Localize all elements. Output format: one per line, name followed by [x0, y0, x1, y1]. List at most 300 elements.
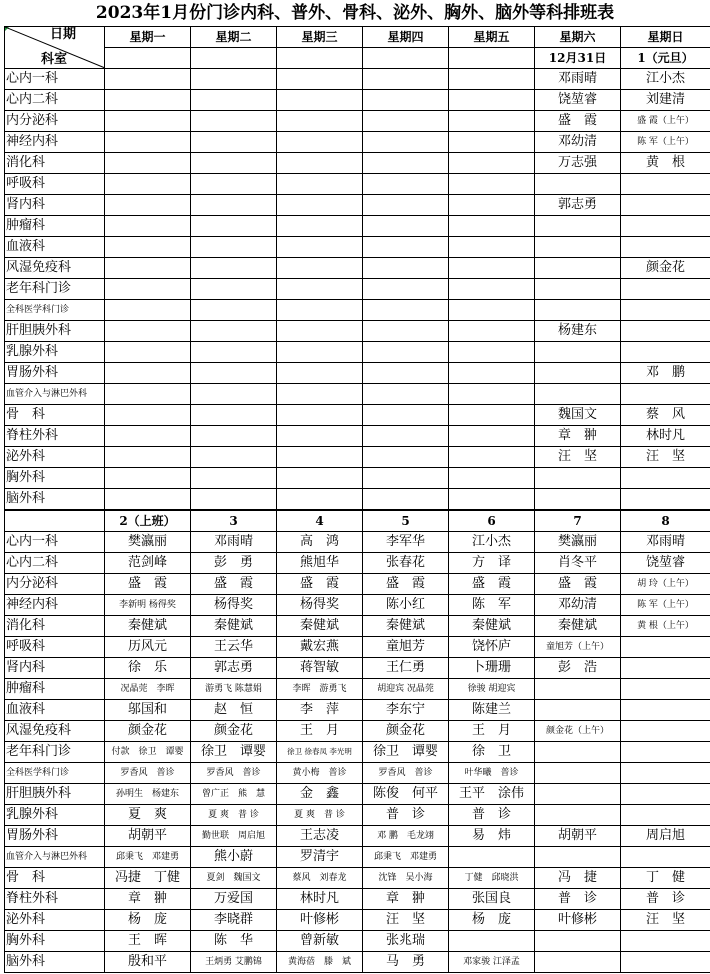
doctor-cell — [277, 405, 363, 426]
doctor-cell: 饶堃睿 — [535, 90, 621, 111]
department-name: 胃肠外科 — [5, 826, 105, 847]
doctor-cell: 普 诊 — [363, 805, 449, 826]
doctor-cell — [105, 90, 191, 111]
department-name: 消化科 — [5, 153, 105, 174]
doctor-cell — [105, 300, 191, 321]
doctor-cell: 王平 涂伟 — [449, 784, 535, 805]
schedule-row — [5, 679, 710, 700]
department-name: 风湿免疫科 — [5, 721, 105, 742]
doctor-cell — [449, 342, 535, 363]
doctor-cell: 盛 霞 — [363, 574, 449, 595]
doctor-cell: 盛 霞 — [535, 111, 621, 132]
doctor-cell — [535, 279, 621, 300]
doctor-cell: 邓 鹏 — [621, 363, 710, 384]
doctor-cell: 童旭芳（上午） — [535, 637, 621, 658]
doctor-cell — [363, 90, 449, 111]
doctor-cell — [105, 111, 191, 132]
schedule-row — [5, 258, 710, 279]
doctor-cell: 曾广正 熊 慧 — [191, 784, 277, 805]
schedule-row — [5, 132, 710, 153]
doctor-cell — [621, 174, 710, 195]
doctor-cell — [363, 69, 449, 90]
doctor-cell: 马 勇 — [363, 952, 449, 973]
doctor-cell: 章 翀 — [105, 889, 191, 910]
doctor-cell: 叶修彬 — [277, 910, 363, 931]
department-name: 神经内科 — [5, 595, 105, 616]
doctor-cell: 张兆瑞 — [363, 931, 449, 952]
doctor-cell: 秦健斌 — [535, 616, 621, 637]
doctor-cell: 盛 霞 — [535, 574, 621, 595]
doctor-cell — [363, 363, 449, 384]
corner-header-cell — [5, 27, 105, 69]
doctor-cell — [363, 489, 449, 511]
doctor-cell: 万志强 — [535, 153, 621, 174]
schedule-row — [5, 195, 710, 216]
doctor-cell — [621, 847, 710, 868]
doctor-cell — [191, 111, 277, 132]
department-name: 脊柱外科 — [5, 426, 105, 447]
department-name: 胃肠外科 — [5, 363, 105, 384]
doctor-cell: 王 月 — [277, 721, 363, 742]
doctor-cell — [621, 489, 710, 511]
doctor-cell — [105, 153, 191, 174]
doctor-cell: 邓 鹏 毛龙翊 — [363, 826, 449, 847]
doctor-cell — [105, 384, 191, 405]
doctor-cell — [363, 132, 449, 153]
doctor-cell: 邓雨晴 — [191, 532, 277, 553]
doctor-cell: 黄 根 — [621, 153, 710, 174]
doctor-cell: 高 鸿 — [277, 532, 363, 553]
department-name: 内分泌科 — [5, 574, 105, 595]
schedule-row — [5, 69, 710, 90]
doctor-cell: 饶怀庐 — [449, 637, 535, 658]
doctor-cell: 江小杰 — [449, 532, 535, 553]
doctor-cell: 林时凡 — [277, 889, 363, 910]
date-header — [277, 48, 363, 69]
doctor-cell — [277, 216, 363, 237]
doctor-cell — [363, 321, 449, 342]
doctor-cell — [191, 216, 277, 237]
doctor-cell: 颜金花 — [363, 721, 449, 742]
doctor-cell — [363, 111, 449, 132]
schedule-row — [5, 553, 710, 574]
doctor-cell: 彭 浩 — [535, 658, 621, 679]
doctor-cell — [191, 468, 277, 489]
doctor-cell: 邓雨晴 — [535, 69, 621, 90]
doctor-cell: 邓雨晴 — [621, 532, 710, 553]
schedule-row — [5, 111, 710, 132]
doctor-cell — [277, 300, 363, 321]
doctor-cell — [535, 237, 621, 258]
date-header: 7 — [535, 510, 621, 532]
doctor-cell: 盛 霞 — [191, 574, 277, 595]
doctor-cell: 丁健 邱晓洪 — [449, 868, 535, 889]
doctor-cell — [449, 363, 535, 384]
doctor-cell: 普 诊 — [449, 805, 535, 826]
doctor-cell: 彭 勇 — [191, 553, 277, 574]
doctor-cell — [621, 237, 710, 258]
schedule-row — [5, 595, 710, 616]
doctor-cell — [363, 279, 449, 300]
doctor-cell: 勤世联 周启旭 — [191, 826, 277, 847]
department-name: 消化科 — [5, 616, 105, 637]
schedule-row — [5, 616, 710, 637]
doctor-cell — [363, 384, 449, 405]
doctor-cell: 秦健斌 — [105, 616, 191, 637]
doctor-cell — [535, 742, 621, 763]
dept-axis-label: 科室 — [41, 52, 68, 67]
doctor-cell — [449, 258, 535, 279]
department-name: 老年科门诊 — [5, 279, 105, 300]
doctor-cell: 胡迎宾 况晶莞 — [363, 679, 449, 700]
schedule-row — [5, 153, 710, 174]
doctor-cell — [277, 237, 363, 258]
schedule-row — [5, 847, 710, 868]
doctor-cell: 周启旭 — [621, 826, 710, 847]
doctor-cell — [277, 90, 363, 111]
date-axis-label: 日期 — [49, 27, 76, 42]
doctor-cell: 林时凡 — [621, 426, 710, 447]
doctor-cell — [191, 405, 277, 426]
schedule-row — [5, 174, 710, 195]
doctor-cell — [277, 342, 363, 363]
doctor-cell: 杨 庞 — [105, 910, 191, 931]
doctor-cell — [277, 384, 363, 405]
doctor-cell: 黄小梅 普诊 — [277, 763, 363, 784]
department-name: 肝胆胰外科 — [5, 784, 105, 805]
doctor-cell — [621, 805, 710, 826]
doctor-cell: 蔡 风 — [621, 405, 710, 426]
schedule-row — [5, 279, 710, 300]
doctor-cell — [449, 90, 535, 111]
doctor-cell: 秦健斌 — [191, 616, 277, 637]
doctor-cell — [621, 952, 710, 973]
doctor-cell: 陈 军（上午） — [621, 595, 710, 616]
doctor-cell: 陈俊 何平 — [363, 784, 449, 805]
department-name: 神经内科 — [5, 132, 105, 153]
doctor-cell — [535, 468, 621, 489]
doctor-cell: 李晖 游勇飞 — [277, 679, 363, 700]
doctor-cell — [363, 342, 449, 363]
schedule-table — [4, 26, 710, 973]
schedule-row — [5, 868, 710, 889]
doctor-cell — [621, 195, 710, 216]
doctor-cell — [277, 279, 363, 300]
schedule-row — [5, 784, 710, 805]
doctor-cell — [191, 447, 277, 468]
doctor-cell: 黄海蓓 滕 斌 — [277, 952, 363, 973]
doctor-cell — [535, 763, 621, 784]
doctor-cell — [535, 300, 621, 321]
weekday-header-row — [5, 27, 710, 48]
schedule-row — [5, 384, 710, 405]
blank-cell — [5, 510, 105, 532]
doctor-cell: 盛 霞 — [277, 574, 363, 595]
department-name: 泌外科 — [5, 910, 105, 931]
department-name: 乳腺外科 — [5, 805, 105, 826]
doctor-cell: 易 炜 — [449, 826, 535, 847]
doctor-cell — [105, 489, 191, 511]
doctor-cell — [191, 237, 277, 258]
weekday-header: 星期二 — [191, 27, 277, 48]
doctor-cell — [621, 679, 710, 700]
doctor-cell — [449, 174, 535, 195]
doctor-cell: 金 鑫 — [277, 784, 363, 805]
doctor-cell — [535, 363, 621, 384]
doctor-cell — [449, 426, 535, 447]
doctor-cell — [535, 805, 621, 826]
doctor-cell: 秦健斌 — [449, 616, 535, 637]
doctor-cell — [191, 300, 277, 321]
doctor-cell — [363, 216, 449, 237]
doctor-cell — [535, 784, 621, 805]
doctor-cell: 陈建兰 — [449, 700, 535, 721]
doctor-cell: 张春花 — [363, 553, 449, 574]
weekday-header: 星期六 — [535, 27, 621, 48]
schedule-row — [5, 658, 710, 679]
schedule-row — [5, 952, 710, 973]
date-row-week2 — [5, 510, 710, 532]
schedule-row — [5, 742, 710, 763]
date-row-week1 — [5, 48, 710, 69]
doctor-cell: 江小杰 — [621, 69, 710, 90]
department-name: 胸外科 — [5, 931, 105, 952]
weekday-header: 星期五 — [449, 27, 535, 48]
department-name: 胸外科 — [5, 468, 105, 489]
date-header — [449, 48, 535, 69]
doctor-cell — [105, 258, 191, 279]
doctor-cell — [535, 931, 621, 952]
doctor-cell: 罗香风 普诊 — [105, 763, 191, 784]
schedule-row — [5, 321, 710, 342]
doctor-cell — [191, 174, 277, 195]
doctor-cell: 范剑峰 — [105, 553, 191, 574]
doctor-cell: 汪 坚 — [363, 910, 449, 931]
doctor-cell: 付款 徐卫 谭婴 — [105, 742, 191, 763]
doctor-cell — [277, 447, 363, 468]
doctor-cell — [535, 216, 621, 237]
doctor-cell — [449, 384, 535, 405]
department-name: 老年科门诊 — [5, 742, 105, 763]
doctor-cell: 戴宏燕 — [277, 637, 363, 658]
doctor-cell — [105, 468, 191, 489]
doctor-cell — [449, 300, 535, 321]
date-header: 4 — [277, 510, 363, 532]
schedule-row — [5, 910, 710, 931]
doctor-cell: 郭志勇 — [535, 195, 621, 216]
department-name: 全科医学科门诊 — [5, 763, 105, 784]
doctor-cell: 郭志勇 — [191, 658, 277, 679]
doctor-cell — [449, 321, 535, 342]
doctor-cell: 孙明生 杨建东 — [105, 784, 191, 805]
doctor-cell — [621, 384, 710, 405]
doctor-cell — [363, 258, 449, 279]
date-header: 5 — [363, 510, 449, 532]
doctor-cell: 普 诊 — [621, 889, 710, 910]
doctor-cell: 赵 恒 — [191, 700, 277, 721]
doctor-cell: 徐卫 谭婴 — [363, 742, 449, 763]
doctor-cell: 胡 玲（上午） — [621, 574, 710, 595]
doctor-cell — [277, 132, 363, 153]
doctor-cell — [363, 195, 449, 216]
doctor-cell — [191, 153, 277, 174]
doctor-cell: 章 翀 — [535, 426, 621, 447]
date-header: 2（上班） — [105, 510, 191, 532]
schedule-row — [5, 826, 710, 847]
doctor-cell — [449, 847, 535, 868]
doctor-cell: 徐卫 徐春凤 李光明 — [277, 742, 363, 763]
doctor-cell: 叶华曦 普诊 — [449, 763, 535, 784]
doctor-cell — [621, 763, 710, 784]
doctor-cell: 卜珊珊 — [449, 658, 535, 679]
doctor-cell — [621, 321, 710, 342]
date-header: 3 — [191, 510, 277, 532]
doctor-cell: 王志凌 — [277, 826, 363, 847]
doctor-cell — [277, 258, 363, 279]
doctor-cell: 徐骏 胡迎宾 — [449, 679, 535, 700]
doctor-cell: 刘建清 — [621, 90, 710, 111]
schedule-row — [5, 468, 710, 489]
doctor-cell — [105, 426, 191, 447]
department-name: 心内一科 — [5, 69, 105, 90]
doctor-cell — [449, 216, 535, 237]
department-name: 泌外科 — [5, 447, 105, 468]
date-header — [191, 48, 277, 69]
schedule-row — [5, 889, 710, 910]
schedule-row — [5, 637, 710, 658]
doctor-cell — [621, 300, 710, 321]
doctor-cell: 历风元 — [105, 637, 191, 658]
doctor-cell — [191, 69, 277, 90]
doctor-cell — [363, 237, 449, 258]
date-header: 1（元旦） — [621, 48, 710, 69]
doctor-cell — [621, 742, 710, 763]
doctor-cell — [449, 931, 535, 952]
doctor-cell — [191, 132, 277, 153]
doctor-cell — [621, 658, 710, 679]
doctor-cell — [191, 90, 277, 111]
doctor-cell: 罗香风 普诊 — [191, 763, 277, 784]
doctor-cell: 邬国和 — [105, 700, 191, 721]
doctor-cell — [191, 342, 277, 363]
doctor-cell: 颜金花 — [105, 721, 191, 742]
weekday-header: 星期四 — [363, 27, 449, 48]
doctor-cell — [105, 174, 191, 195]
doctor-cell: 况晶莞 李晖 — [105, 679, 191, 700]
doctor-cell — [191, 195, 277, 216]
doctor-cell: 夏 爽 普 诊 — [191, 805, 277, 826]
doctor-cell: 夏 爽 — [105, 805, 191, 826]
doctor-cell: 曾新敏 — [277, 931, 363, 952]
doctor-cell: 罗香风 普诊 — [363, 763, 449, 784]
doctor-cell — [105, 405, 191, 426]
doctor-cell: 樊瀛丽 — [535, 532, 621, 553]
doctor-cell: 熊小蔚 — [191, 847, 277, 868]
doctor-cell — [363, 426, 449, 447]
doctor-cell: 杨得奖 — [191, 595, 277, 616]
doctor-cell: 胡朝平 — [105, 826, 191, 847]
doctor-cell: 邱秉飞 邓建勇 — [363, 847, 449, 868]
schedule-row — [5, 237, 710, 258]
department-name: 乳腺外科 — [5, 342, 105, 363]
department-name: 肿瘤科 — [5, 216, 105, 237]
doctor-cell: 汪 坚 — [621, 910, 710, 931]
doctor-cell — [363, 300, 449, 321]
doctor-cell — [621, 342, 710, 363]
doctor-cell — [277, 426, 363, 447]
doctor-cell: 杨建东 — [535, 321, 621, 342]
doctor-cell: 邓幼清 — [535, 595, 621, 616]
doctor-cell — [449, 447, 535, 468]
doctor-cell — [535, 700, 621, 721]
doctor-cell: 王炳勇 艾鹏锦 — [191, 952, 277, 973]
doctor-cell — [277, 153, 363, 174]
doctor-cell: 邓幼清 — [535, 132, 621, 153]
doctor-cell — [449, 237, 535, 258]
doctor-cell — [621, 931, 710, 952]
department-name: 血管介入与淋巴外科 — [5, 847, 105, 868]
doctor-cell: 饶堃睿 — [621, 553, 710, 574]
doctor-cell — [363, 174, 449, 195]
doctor-cell — [535, 174, 621, 195]
department-name: 肿瘤科 — [5, 679, 105, 700]
doctor-cell: 秦健斌 — [277, 616, 363, 637]
doctor-cell — [363, 153, 449, 174]
doctor-cell — [449, 489, 535, 511]
schedule-row — [5, 405, 710, 426]
doctor-cell: 邓家骏 江泽孟 — [449, 952, 535, 973]
doctor-cell — [449, 69, 535, 90]
department-name: 心内一科 — [5, 532, 105, 553]
department-name: 呼吸科 — [5, 637, 105, 658]
doctor-cell: 颜金花 — [621, 258, 710, 279]
doctor-cell: 蒋智敏 — [277, 658, 363, 679]
doctor-cell: 徐 乐 — [105, 658, 191, 679]
schedule-row — [5, 931, 710, 952]
doctor-cell: 陈 军 — [449, 595, 535, 616]
doctor-cell: 叶修彬 — [535, 910, 621, 931]
doctor-cell: 万爱国 — [191, 889, 277, 910]
doctor-cell — [277, 489, 363, 511]
doctor-cell: 方 译 — [449, 553, 535, 574]
schedule-row — [5, 216, 710, 237]
doctor-cell — [621, 700, 710, 721]
doctor-cell: 杨得奖 — [277, 595, 363, 616]
department-name: 心内二科 — [5, 553, 105, 574]
doctor-cell — [449, 405, 535, 426]
doctor-cell: 颜金花（上午） — [535, 721, 621, 742]
doctor-cell — [277, 174, 363, 195]
schedule-row — [5, 805, 710, 826]
doctor-cell: 邱秉飞 邓建勇 — [105, 847, 191, 868]
doctor-cell — [105, 69, 191, 90]
doctor-cell — [105, 195, 191, 216]
doctor-cell — [449, 195, 535, 216]
doctor-cell: 冯捷 丁健 — [105, 868, 191, 889]
doctor-cell: 盛 霞 — [105, 574, 191, 595]
department-name: 脑外科 — [5, 952, 105, 973]
doctor-cell — [191, 321, 277, 342]
doctor-cell — [277, 69, 363, 90]
doctor-cell: 沈锋 吴小海 — [363, 868, 449, 889]
doctor-cell — [535, 952, 621, 973]
doctor-cell: 李新明 杨得奖 — [105, 595, 191, 616]
date-header — [363, 48, 449, 69]
doctor-cell — [535, 489, 621, 511]
schedule-row — [5, 574, 710, 595]
doctor-cell: 汪 坚 — [621, 447, 710, 468]
schedule-row — [5, 300, 710, 321]
